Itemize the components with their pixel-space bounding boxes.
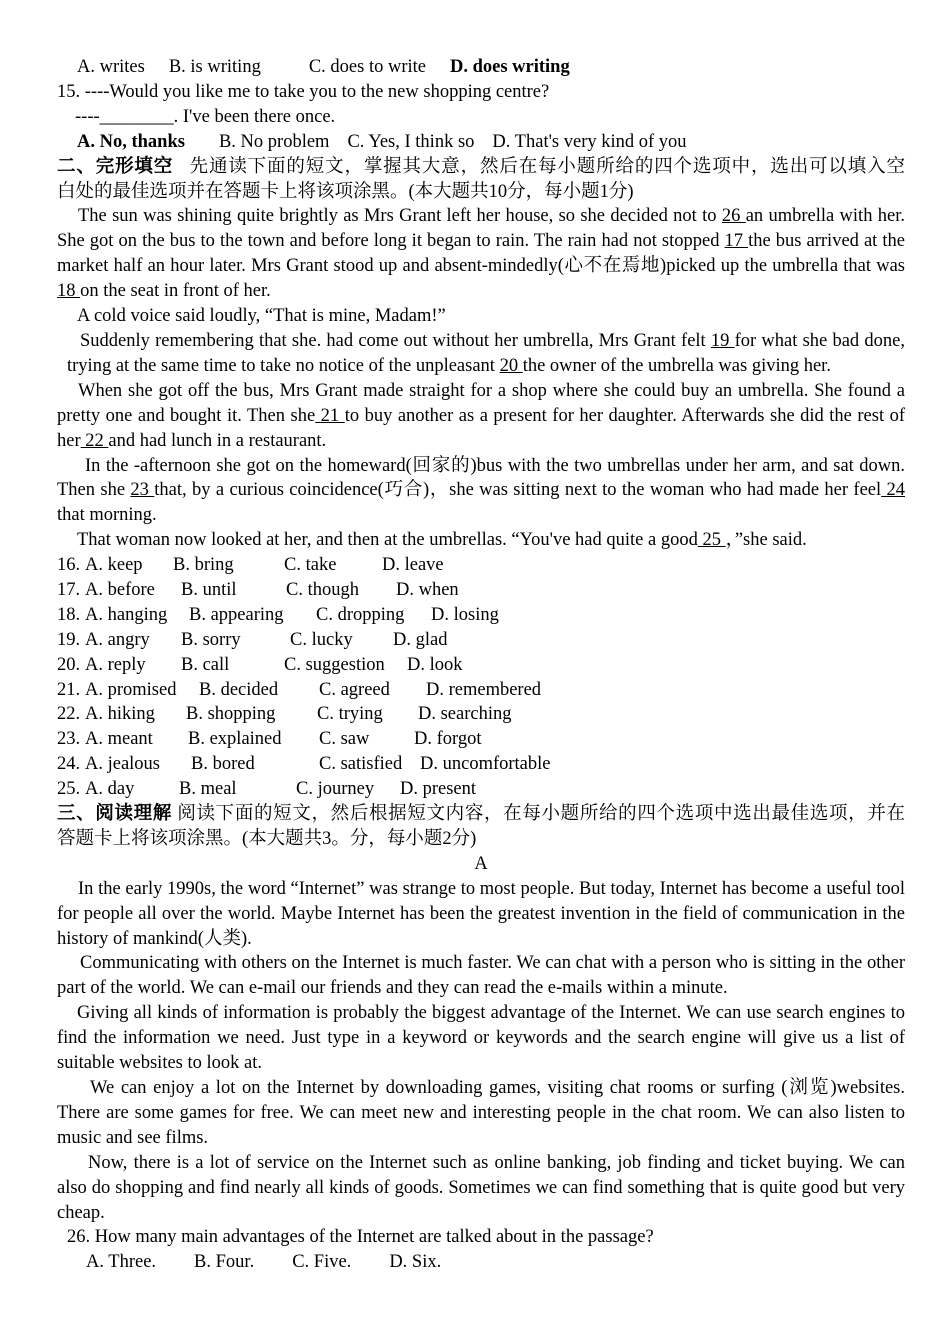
exam-page (57, 55, 905, 1275)
reading-paragraph-3: Giving all kinds of information is probably the biggest advantage of the Internet. We can use search engines to find the information we need. Just type in a keyword or keywords and the search engine will give us a list of suitable websites to look at. (57, 1003, 905, 1074)
option-c: C. take (284, 555, 337, 576)
q15-option-a: A. No, thanks (77, 131, 185, 152)
cloze-option-row (57, 777, 905, 802)
q26-option-a: A. Three. (86, 1252, 157, 1273)
section2-heading: 二、完形填空 (57, 156, 174, 177)
question-number: 19. (57, 629, 81, 650)
option-d: D. leave (382, 555, 444, 576)
option-d: D. present (400, 779, 477, 800)
blank-21: 21 (315, 405, 345, 426)
blank-22: 22 (80, 430, 109, 451)
option-c: C. agreed (319, 679, 390, 700)
option-b: B. decided (199, 679, 279, 700)
option-b: B. meal (179, 779, 237, 800)
option-b: B. appearing (189, 604, 284, 625)
section2-instr-line1: 先通读下面的短文，掌握其大意，然后在每小题所给的四个选项中，选出可以填入空 (189, 156, 905, 177)
option-b: B. explained (188, 729, 282, 750)
cloze-paragraph-4: When she got off the bus, Mrs Grant made straight for a shop where she could buy an umbrella. She found a pretty one and bought it. Then she 21 to buy another as a present for her daughter. Afterwards she did the rest of her 22 and had lunch in a restaurant. (57, 380, 906, 451)
q26-stem: 26. How many main advantages of the Internet are talked about in the passage? (67, 1227, 654, 1248)
reading-paragraph-4: We can enjoy a lot on the Internet by downloading games, visiting chat rooms or surfing (浏览)websites. There are some games for free. We can meet new and interesting people in the chat room. We can also listen to music and see films. (57, 1078, 905, 1148)
option-d: D. losing (431, 604, 499, 625)
cloze-paragraph-2: A cold voice said loudly, “That is mine, Madam!” (77, 306, 446, 327)
q15-stem: 15. ----Would you like me to take you to the new shopping centre? (57, 81, 550, 102)
q14-options (57, 55, 905, 80)
q14-option-a: A. writes (77, 57, 145, 77)
blank-24: 24 (881, 480, 906, 501)
option-a: A. day (85, 779, 135, 800)
option-d: D. searching (418, 704, 512, 725)
blank-25: 25 (697, 530, 726, 551)
option-a: A. hanging (85, 604, 168, 625)
option-c: C. though (286, 580, 359, 601)
option-c: C. dropping (316, 604, 405, 625)
option-c: C. journey (296, 779, 375, 800)
blank-26: 26 (721, 206, 746, 227)
cloze-option-row (57, 578, 905, 603)
option-d: D. remembered (426, 679, 542, 700)
blank-23: 23 (130, 480, 155, 501)
option-c: C. satisfied (319, 754, 403, 775)
section3-instr-line1: 阅读下面的短文，然后根据短文内容，在每小题所给的四个选项中选出最佳选项，并在 (177, 804, 905, 825)
cloze-paragraph-1: The sun was shining quite brightly as Mrs Grant left her house, so she decided not to 26 an umbrella with her. She got on the bus to the town and before long it began to rain. The rain had not stopped 17 the bus arrived at the market half an hour later. Mrs Grant stood up and absent-mindedly(心不在焉地)picked up the umbrella that was 18 on the seat in front of her. (57, 206, 905, 302)
option-a: A. before (85, 580, 155, 601)
option-d: D. uncomfortable (420, 754, 551, 775)
reading-paragraph-1: In the early 1990s, the word “Internet” was strange to most people. But today, Internet has become a useful tool for people all over the world. Maybe Internet has been the greatest invention in the field of communication in the history of mankind(人类). (57, 878, 905, 949)
option-a: A. angry (85, 629, 150, 650)
option-b: B. sorry (181, 629, 241, 650)
section3-heading: 三、阅读理解 (57, 804, 173, 825)
section2-instructions (57, 155, 905, 180)
cloze-option-row (57, 702, 905, 727)
option-a: A. hiking (85, 704, 155, 725)
option-c: C. trying (317, 704, 383, 725)
q26-option-c: C. Five. (292, 1252, 352, 1273)
option-c: C. lucky (290, 629, 353, 650)
cloze-option-row (57, 727, 905, 752)
q26-options (57, 1250, 905, 1275)
q26-option-b: B. Four. (194, 1252, 255, 1273)
q15-reply: ----________. I've been there once. (75, 106, 336, 127)
section3-instructions (57, 802, 905, 827)
q15-option-b: B. No problem (218, 131, 330, 152)
option-b: B. until (181, 580, 237, 601)
cloze-paragraph-3: Suddenly remembering that she. had come out without her umbrella, Mrs Grant felt 19 for what she bad done, trying at the same time to take no notice of the unpleasant 20 the owner of the umbrella was giving her. (67, 330, 905, 376)
cloze-option-row (57, 603, 905, 628)
option-b: B. call (181, 654, 230, 675)
cloze-paragraph-5: In the -afternoon she got on the homeward(回家的)bus with the two umbrellas under her arm, and sat down. Then she 23 that, by a curious coincidence(巧合)，she was sitting next to the woman who had made her feel 24 that morning. (57, 455, 906, 526)
q14-option-d: D. does writing (449, 57, 570, 77)
question-number: 22. (57, 704, 81, 725)
question-number: 23. (57, 729, 81, 750)
reading-paragraph-5: Now, there is a lot of service on the Internet such as online banking, job finding and ticket buying. We can also do shopping and find nearly all kinds of goods. Sometimes we can find something that is quite good but very cheap. (57, 1152, 905, 1223)
option-a: A. promised (85, 679, 177, 700)
option-b: B. shopping (186, 704, 276, 725)
reading-paragraph-2: Communicating with others on the Internet is much faster. We can chat with a person who is sitting in the other part of the world. We can e-mail our friends and they can read the e-mails within a minute. (57, 953, 905, 999)
option-a: A. meant (85, 729, 153, 750)
option-b: B. bring (173, 555, 234, 576)
cloze-option-row (57, 553, 905, 578)
cloze-option-row (57, 752, 905, 777)
cloze-option-row (57, 653, 905, 678)
question-number: 24. (57, 754, 81, 775)
option-a: A. keep (85, 555, 143, 576)
option-c: C. suggestion (284, 654, 385, 675)
option-d: D. glad (393, 629, 448, 650)
cloze-option-row (57, 628, 905, 653)
section3-instr-line2: 答题卡上将该项涂黑。(本大题共3。分，每小题2分) (57, 828, 477, 849)
option-a: A. jealous (85, 754, 161, 775)
cloze-option-row (57, 678, 905, 703)
option-a: A. reply (85, 654, 146, 675)
option-c: C. saw (319, 729, 370, 750)
question-number: 16. (57, 555, 81, 576)
q15-option-c: C. Yes, I think so (347, 131, 475, 152)
option-d: D. look (407, 654, 463, 675)
question-number: 20. (57, 654, 81, 675)
blank-18: 18 (57, 281, 81, 302)
q14-option-b: B. is writing (168, 57, 261, 77)
passage-label: A (474, 853, 488, 874)
cloze-options-list (57, 553, 905, 802)
q15-options (57, 130, 905, 155)
question-number: 25. (57, 779, 81, 800)
q14-option-c: C. does to write (308, 57, 426, 77)
blank-20: 20 (499, 355, 523, 376)
question-number: 17. (57, 580, 81, 601)
section2-instr-line2: 白处的最佳选项并在答题卡上将该项涂黑。(本大题共10分，每小题1分) (57, 181, 634, 202)
q15-option-d: D. That's very kind of you (492, 131, 687, 152)
option-d: D. when (396, 580, 459, 601)
option-b: B. bored (191, 754, 255, 775)
question-number: 18. (57, 604, 81, 625)
cloze-paragraph-6: That woman now looked at her, and then at the umbrellas. “You've had quite a good 25 ，”she said. (77, 530, 807, 551)
option-d: D. forgot (414, 729, 482, 750)
blank-19: 19 (710, 330, 735, 351)
question-number: 21. (57, 679, 81, 700)
blank-17: 17 (724, 231, 749, 252)
q26-option-d: D. Six. (389, 1252, 442, 1273)
